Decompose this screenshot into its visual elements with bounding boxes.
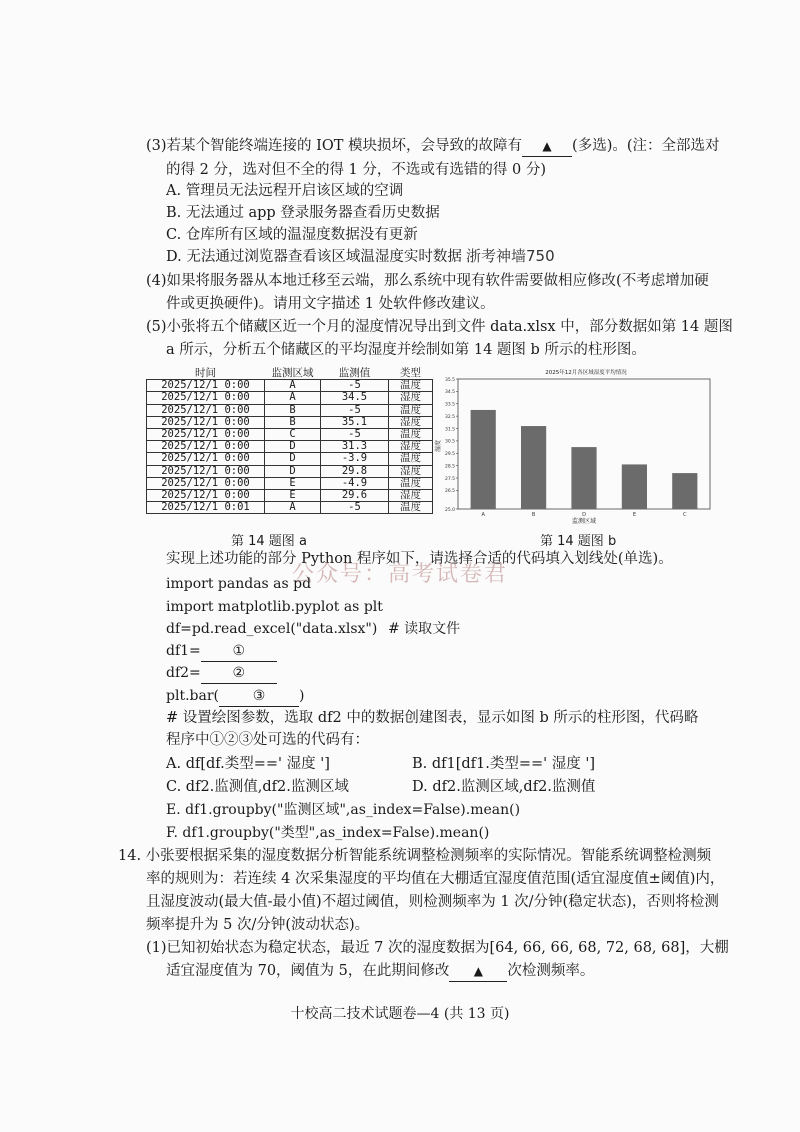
q14-sub1-text-b: 次检测频率。 [507,963,595,979]
code-comment-1: # 设置绘图参数，选取 df2 中的数据创建图表，显示如图 b 所示的柱形图，代码略 [166,710,699,726]
col-header-value: 监测值 [321,368,389,380]
table-cell: E [265,489,321,501]
table-row [147,477,433,489]
table-header-row [147,368,433,380]
table-row [147,465,433,477]
table-cell: B [265,416,321,428]
table-cell: 2025/12/1 0:00 [147,404,265,416]
y-tick-label: 28.5 [444,464,455,470]
q3-stem-text: (3)若某个智能终端连接的 IOT 模块损坏，会导致的故障有 [146,138,523,154]
table-cell: 34.5 [321,392,389,404]
code-bar-prefix: plt.bar( [166,688,219,704]
table-row [147,502,433,514]
q14-line2: 率的规则为：若连续 4 次采集湿度的平均值在大棚适宜湿度值范围(适宜湿度值±阈值)内， [146,871,725,887]
choice-f: F. df1.groupby("类型",as_index=False).mean() [166,825,490,841]
table-cell: 湿度 [389,489,433,501]
q14-sub1-text-a: 适宜湿度值为 70，阈值为 5，在此期间修改 [166,963,450,979]
table-cell: 湿度 [389,392,433,404]
y-tick-label: 35.5 [444,377,455,383]
table-cell: D [265,453,321,465]
table-cell: -5 [321,502,389,514]
figure-b-caption: 第 14 题图 b [540,534,617,549]
table-cell: 2025/12/1 0:00 [147,380,265,392]
table-cell: 温度 [389,404,433,416]
y-axis-label: 湿度 [435,439,442,453]
y-tick-label: 27.5 [444,476,455,482]
q4-line1: (4)如果将服务器从本地迁移至云端，那么系统中现有软件需要做相应修改(不考虑增加硬 [146,273,709,289]
bar-C [672,473,697,509]
x-tick-label: D [582,512,586,518]
q14-sub1-line2 [166,961,594,982]
data-table [146,368,433,514]
q3-option-c: C. 仓库所有区域的温湿度数据没有更新 [166,227,418,243]
table-cell: 温度 [389,502,433,514]
blank-3: ③ [219,686,299,707]
q3-option-d: D. 无法通过浏览器查看该区域温湿度实时数据 [166,249,462,265]
x-tick-label: E [632,512,636,518]
code-bar-suffix: ) [298,688,305,704]
code-read-comment: # 读取文件 [388,621,461,637]
x-tick-label: B [531,512,536,518]
code-df1-prefix: df1= [166,643,201,659]
table-row [147,392,433,404]
table-cell: 湿度 [389,416,433,428]
y-tick-label: 26.5 [444,489,455,495]
table-cell: 2025/12/1 0:00 [147,465,265,477]
code-line-df1 [166,641,277,662]
page-footer: 十校高二技术试题卷—4 (共 13 页) [290,1006,510,1022]
code-df2-prefix: df2= [166,665,201,681]
blank-2: ② [201,663,277,684]
choice-a: A. df[df.类型==' 湿度 '] [166,756,330,772]
x-tick-label: C [683,512,687,518]
table-cell: 湿度 [389,465,433,477]
bar-B [521,426,546,509]
table-row [147,380,433,392]
col-header-time: 时间 [147,368,265,380]
table-cell: 温度 [389,477,433,489]
q5-line2: a 所示，分析五个储藏区的平均湿度并绘制如第 14 题图 b 所示的柱形图。 [166,342,646,358]
table-cell: E [265,477,321,489]
table-cell: A [265,392,321,404]
watermark-text: 公众号：高考试卷君 [292,562,509,587]
y-tick-label: 34.5 [444,390,455,396]
y-tick-label: 29.5 [444,452,455,458]
table-cell: 2025/12/1 0:00 [147,392,265,404]
table-cell: -5 [321,404,389,416]
y-tick-label: 32.5 [444,414,455,420]
y-tick-label: 33.5 [444,402,455,408]
chart-bars [471,410,698,509]
code-line-read-excel [166,619,461,639]
q4-line2: 件或更换硬件)。请用文字描述 1 处软件修改建议。 [166,296,495,312]
q14-line4: 频率提升为 5 次/分钟(波动状态)。 [146,917,370,933]
code-line-import-plt: import matplotlib.pyplot as plt [166,599,383,615]
table-row [147,416,433,428]
y-tick-label: 30.5 [444,439,455,445]
code-intro: 实现上述功能的部分 Python 程序如下，请选择合适的代码填入划线处(单选)。 [166,551,673,567]
table-cell: -4.9 [321,477,389,489]
choice-e: E. df1.groupby("监测区域",as_index=False).mean() [166,802,521,818]
table-cell: A [265,502,321,514]
table-cell: 温度 [389,428,433,440]
table-cell: 31.3 [321,441,389,453]
table-cell: C [265,428,321,440]
table-cell: 温度 [389,380,433,392]
q14-line3: 且湿度波动(最大值-最小值)不超过阈值，则检测频率为 1 次/分钟(稳定状态)，否则将检测 [146,894,719,910]
table-cell: D [265,441,321,453]
bar-E [622,464,647,509]
table-row [147,428,433,440]
table-cell: -3.9 [321,453,389,465]
table-row [147,441,433,453]
x-tick-label: A [481,512,485,518]
table-cell: 2025/12/1 0:00 [147,416,265,428]
code-read-excel: df=pd.read_excel("data.xlsx") [166,621,378,637]
q14-answer-blank: ▲ [449,961,507,982]
q3-answer-blank: ▲ [522,136,572,157]
table-cell: A [265,380,321,392]
table-cell: 湿度 [389,441,433,453]
table-cell: -5 [321,428,389,440]
q3-stem-end: (多选)。(注：全部选对 [572,138,720,154]
y-tick-label: 31.5 [444,427,455,433]
table-cell: 2025/12/1 0:00 [147,441,265,453]
table-cell: D [265,465,321,477]
choice-c: C. df2.监测值,df2.监测区域 [166,779,349,795]
choice-d: D. df2.监测区域,df2.监测值 [412,779,596,795]
table-row [147,489,433,501]
q14-sub1-line1: (1)已知初始状态为稳定状态，最近 7 次的湿度数据为[64, 66, 66, 68, 72, 68, 68]，大棚 [146,940,729,956]
table-cell: 29.6 [321,489,389,501]
table-cell: 2025/12/1 0:01 [147,502,265,514]
table-row [147,404,433,416]
table-cell: 2025/12/1 0:00 [147,489,265,501]
figure-a-caption: 第 14 题图 a [231,534,307,549]
y-axis-ticks [445,377,458,513]
table-cell: B [265,404,321,416]
chart-title: 2025年12月各区域湿度平均情况 [545,370,627,376]
q3-option-a: A. 管理员无法远程开启该区域的空调 [166,183,404,199]
table-cell: 35.1 [321,416,389,428]
q5-line1: (5)小张将五个储藏区近一个月的湿度情况导出到文件 data.xlsx 中，部分数据如第 14 题图 [146,319,733,335]
table-body [147,380,433,514]
humidity-bar-chart [436,366,728,526]
code-line-import-pandas: import pandas as pd [166,576,312,592]
choice-b: B. df1[df1.类型==' 湿度 '] [412,756,596,772]
col-header-type: 类型 [389,368,433,380]
q3-option-b: B. 无法通过 app 登录服务器查看历史数据 [166,205,440,221]
code-line-plt-bar [166,686,304,707]
table-cell: 2025/12/1 0:00 [147,428,265,440]
blank-1: ① [201,641,277,662]
x-axis-label: 监测区域 [571,518,597,525]
q3-stem-line1 [146,136,720,157]
table-cell: -5 [321,380,389,392]
q3-stem-line2: 的得 2 分，选对但不全的得 1 分，不选或有选错的得 0 分) [166,162,546,178]
col-header-region: 监测区域 [265,368,321,380]
stamp-text: 浙考神墙750 [466,247,555,265]
bar-D [571,447,596,509]
y-tick-label: 25.0 [444,507,455,513]
q14-line1: 14. 小张要根据采集的湿度数据分析智能系统调整检测频率的实际情况。智能系统调整检测频 [118,848,712,864]
table-cell: 温度 [389,453,433,465]
table-cell: 2025/12/1 0:00 [147,453,265,465]
table-cell: 2025/12/1 0:00 [147,477,265,489]
code-line-df2 [166,663,277,684]
bar-A [471,410,496,509]
table-row [147,453,433,465]
code-comment-2: 程序中①②③处可选的代码有： [166,732,369,748]
table-cell: 29.8 [321,465,389,477]
